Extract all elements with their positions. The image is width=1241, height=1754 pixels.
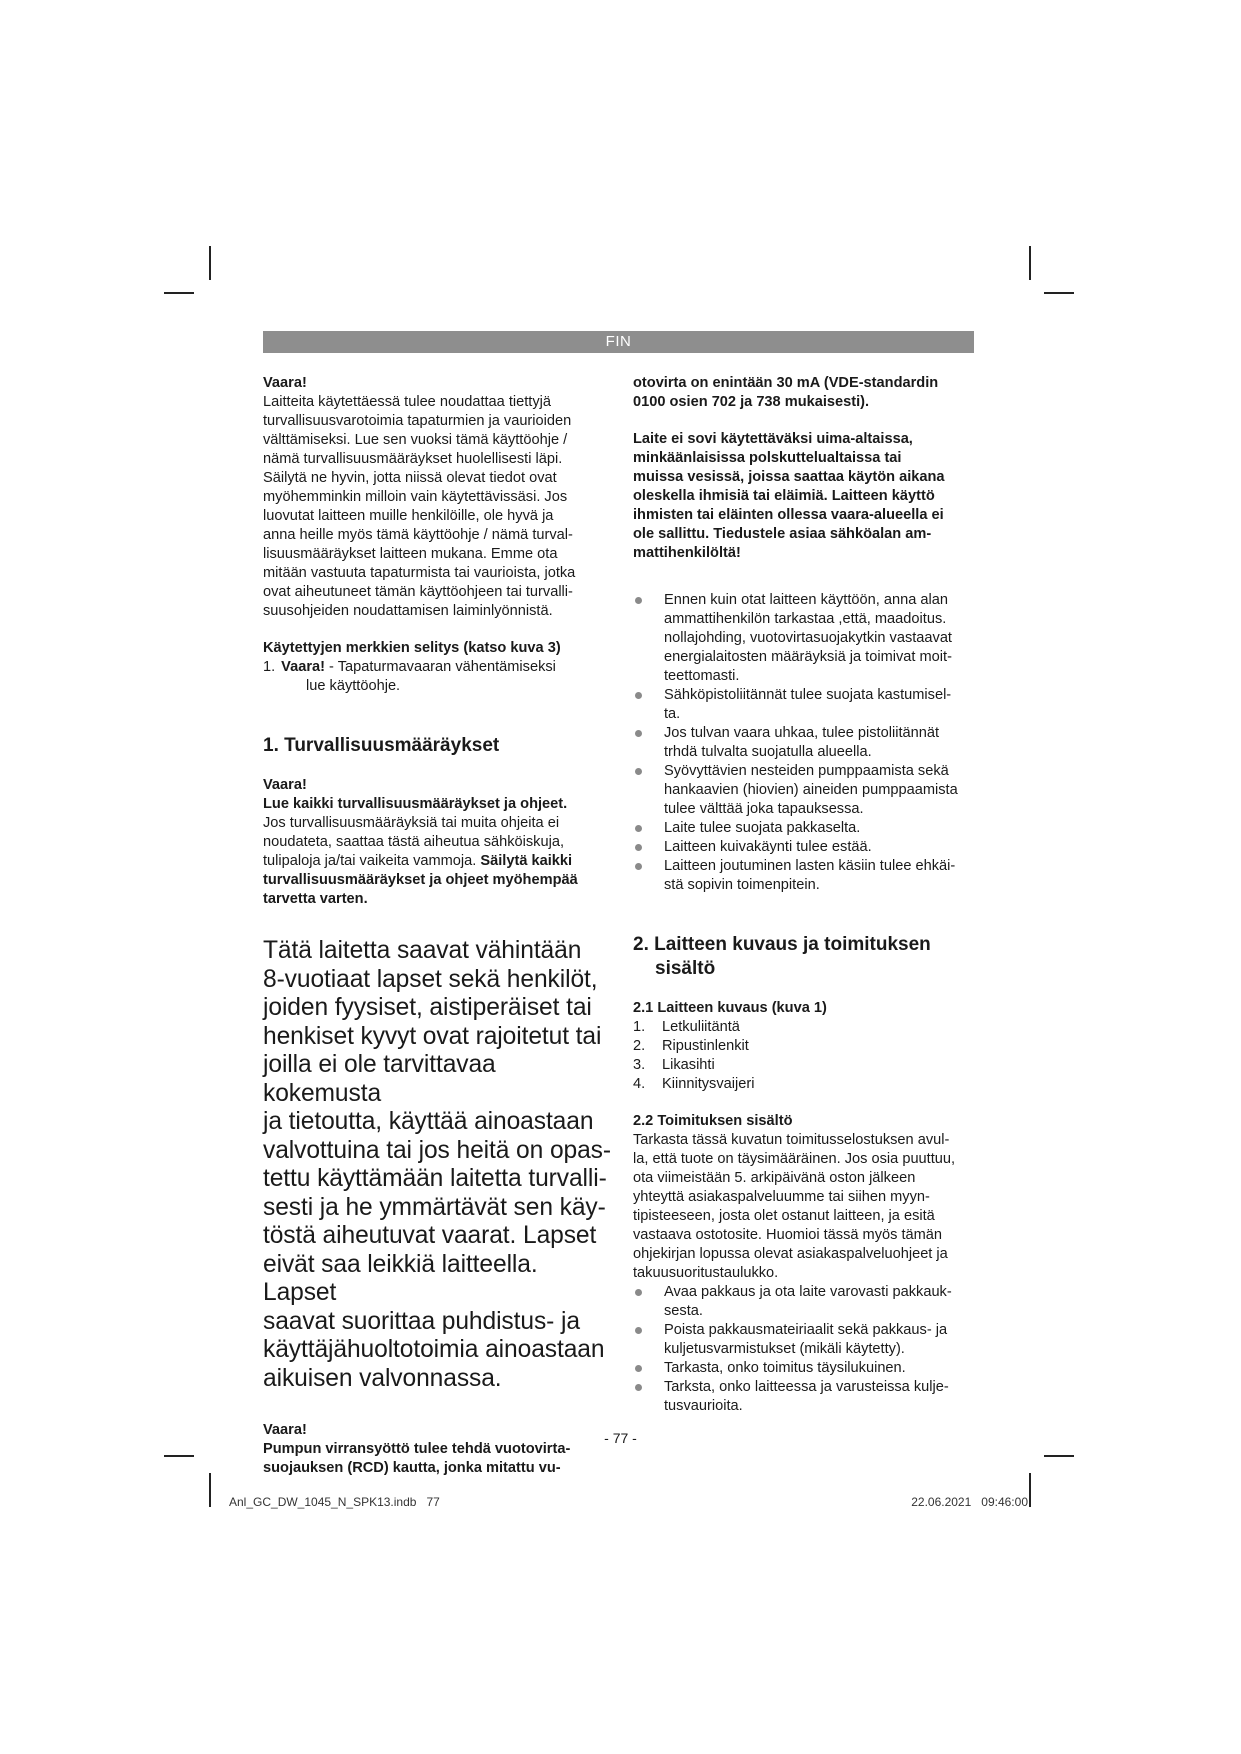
bold-text-line: ihmisten tai eläinten ollessa vaara-alueella ei xyxy=(633,507,944,523)
part-label: Likasihti xyxy=(662,1057,715,1073)
parts-list xyxy=(633,1018,978,1094)
text-line: välttämiseksi. Lue sen vuoksi tämä käyttöohje / xyxy=(263,432,568,448)
text-line: takuusuoritustaulukko. xyxy=(633,1265,779,1281)
safety-bullet-list xyxy=(633,591,978,895)
text-line: nämä turvallisuusmääräykset huolellisesti läpi. xyxy=(263,451,563,467)
notice-line: eivät saa leikkiä laitteella. Lapset xyxy=(263,1250,538,1306)
subsection-title: 2.1 Laitteen kuvaus (kuva 1) xyxy=(633,1000,827,1016)
left-column xyxy=(263,374,613,1478)
warning-mixed-line xyxy=(263,852,613,871)
part-number: 2. xyxy=(633,1038,646,1054)
text-line: Tarkasta tässä kuvatun toimitusselostuksen avul- xyxy=(633,1132,950,1148)
part-number: 4. xyxy=(633,1076,646,1092)
part-number: 3. xyxy=(633,1057,646,1073)
notice-line: ja tietoutta, käyttää ainoastaan xyxy=(263,1108,594,1135)
bullet-text-line: hankaavien (hiovien) aineiden pumppaamista xyxy=(664,782,958,798)
bold-text-line: ole sallittu. Tiedustele asiaa sähköalan am- xyxy=(633,526,932,542)
bold-text-line: tarvetta varten. xyxy=(263,891,368,907)
bullet-icon xyxy=(635,597,642,604)
bullet-text-line: Tarksta, onko laitteessa ja varusteissa kulje- xyxy=(664,1379,949,1395)
crop-mark xyxy=(1044,1455,1074,1457)
bullet-icon xyxy=(635,863,642,870)
bullet-item xyxy=(633,724,978,762)
file-name: Anl_GC_DW_1045_N_SPK13.indb 77 xyxy=(229,1495,440,1509)
bullet-item xyxy=(633,762,978,819)
bold-text-line: Laite ei sovi käytettäväksi uima-altaissa, xyxy=(633,431,913,447)
notice-line: töstä aiheutuvat vaarat. Lapset xyxy=(263,1222,597,1249)
bold-text-line: otovirta on enintään 30 mA (VDE-standardin xyxy=(633,375,939,391)
rcd-continuation xyxy=(633,374,978,412)
notice-line: käyttäjähuoltotoimia ainoastaan xyxy=(263,1336,605,1363)
item-continuation: lue käyttöohje. xyxy=(306,678,401,694)
notice-line: 8-vuotiaat lapset sekä henkilöt, xyxy=(263,965,598,993)
notice-line: joiden fyysiset, aistiperäiset tai xyxy=(263,994,592,1021)
children-notice xyxy=(263,937,613,1393)
text-line: luovutat laitteen muille henkilöille, ole hyvä ja xyxy=(263,508,554,524)
text-line: noudateta, saattaa tästä aiheutua sähköiskuja, xyxy=(263,834,565,850)
bold-text-line: oleskella ihmisiä tai eläimiä. Laitteen käyttö xyxy=(633,488,935,504)
bullet-text-line: kuljetusvarmistukset (mikäli käytetty). xyxy=(664,1341,905,1357)
notice-line: sesti ja he ymmärtävät sen käy- xyxy=(263,1193,606,1221)
text-line: ohjekirjan lopussa olevat asiakaspalveluohjeet ja xyxy=(633,1246,948,1262)
page-number: - 77 - xyxy=(604,1430,637,1446)
part-number: 1. xyxy=(633,1019,646,1035)
language-header: FIN xyxy=(263,331,974,353)
bullet-icon xyxy=(635,825,642,832)
pool-warning xyxy=(633,430,978,563)
subsection-title: 2.2 Toimituksen sisältö xyxy=(633,1113,793,1129)
bullet-item xyxy=(633,591,978,686)
section-title-line: 2. Laitteen kuvaus ja toimituksen xyxy=(633,934,931,955)
bullet-item xyxy=(633,686,978,724)
warning-paragraph xyxy=(263,393,613,621)
part-label: Kiinnitysvaijeri xyxy=(662,1076,755,1092)
print-date: 22.06.2021 09:46:00 xyxy=(911,1495,1028,1509)
warning-title: Vaara! xyxy=(263,777,307,793)
section-title: 1. Turvallisuusmääräykset xyxy=(263,735,500,756)
bullet-text-line: Sähköpistoliitännät tulee suojata kastumisel- xyxy=(664,687,952,703)
bullet-item xyxy=(633,838,978,857)
bold-text-line: minkäänlaisissa polskuttelualtaissa tai xyxy=(633,450,902,466)
right-column xyxy=(633,374,978,1416)
symbols-heading: Käytettyjen merkkien selitys (katso kuva 3) xyxy=(263,640,561,656)
bold-text-line: mattihenkilöltä! xyxy=(633,545,741,561)
warning-title: Vaara! xyxy=(263,1422,307,1438)
bullet-item xyxy=(633,1378,978,1416)
bullet-icon xyxy=(635,1384,642,1391)
bullet-item xyxy=(633,819,978,838)
bullet-icon xyxy=(635,1327,642,1334)
symbols-list-item xyxy=(263,658,613,696)
bullet-icon xyxy=(635,1289,642,1296)
text-line: la, että tuote on täysimääräinen. Jos osia puuttuu, xyxy=(633,1151,956,1167)
bullet-text-line: teettomasti. xyxy=(664,668,740,684)
notice-line: tettu käyttämään laitetta turvalli- xyxy=(263,1165,607,1192)
item-text: - Tapaturmavaaran vähentämiseksi xyxy=(325,659,556,675)
text-line: turvallisuusvarotoimia tapaturmien ja vaurioiden xyxy=(263,413,572,429)
crop-mark xyxy=(164,292,194,294)
bullet-text-line: ammattihenkilön tarkastaa ,että, maadoitus. xyxy=(664,611,947,627)
text-line: ovat aiheutuneet tämän käyttöohjeen tai turvalli- xyxy=(263,584,573,600)
notice-line: henkiset kyvyt ovat rajoitetut tai xyxy=(263,1022,602,1050)
bold-text-line: turvallisuusmääräykset ja ohjeet myöhempää xyxy=(263,872,578,888)
bullet-icon xyxy=(635,1365,642,1372)
bold-text-line: suojauksen (RCD) kautta, jonka mitattu vu- xyxy=(263,1460,561,1476)
crop-mark xyxy=(209,1473,211,1507)
bullet-text-line: Jos tulvan vaara uhkaa, tulee pistoliitännät xyxy=(664,725,940,741)
bullet-item xyxy=(633,1321,978,1359)
notice-line: valvottuina tai jos heitä on opas- xyxy=(263,1136,611,1164)
symbols-list xyxy=(263,658,613,696)
part-item xyxy=(633,1037,978,1056)
bullet-icon xyxy=(635,768,642,775)
bullet-icon xyxy=(635,844,642,851)
text-line: Laitteita käytettäessä tulee noudattaa tiettyjä xyxy=(263,394,552,410)
text-line: ota viimeistään 5. arkipäivänä oston jälkeen xyxy=(633,1170,916,1186)
bullet-text-line: Laite tulee suojata pakkaselta. xyxy=(664,820,861,836)
item-bold: Vaara! xyxy=(281,659,325,675)
warning-bold-line: Lue kaikki turvallisuusmääräykset ja ohjeet. xyxy=(263,796,568,812)
bold-text: Säilytä kaikki xyxy=(480,853,573,869)
bullet-text-line: Laitteen joutuminen lasten käsiin tulee ehkäi- xyxy=(664,858,956,874)
text-line: anna heille myös tämä käyttöohje / nämä turval- xyxy=(263,527,573,543)
bullet-text-line: stä sopivin toimenpitein. xyxy=(664,877,820,893)
bullet-text-line: energialaitosten määräyksiä ja toimivat moit- xyxy=(664,649,952,665)
part-label: Ripustinlenkit xyxy=(662,1038,749,1054)
crop-mark xyxy=(209,246,211,280)
bullet-icon xyxy=(635,730,642,737)
delivery-bullet-list xyxy=(633,1283,978,1416)
delivery-paragraph xyxy=(633,1131,978,1283)
part-label: Letkuliitäntä xyxy=(662,1019,740,1035)
bullet-text-line: Ennen kuin otat laitteen käyttöön, anna alan xyxy=(664,592,948,608)
text-line: Säilytä ne hyvin, jotta niissä olevat tiedot ovat xyxy=(263,470,557,486)
bullet-text-line: trhdä tulvalta suojatulla alueella. xyxy=(664,744,872,760)
bullet-item xyxy=(633,857,978,895)
warning-title: Vaara! xyxy=(263,375,307,391)
plain-text: tulipaloja ja/tai vaikeita vammoja. xyxy=(263,853,481,869)
bold-text-line: muissa vesissä, joissa saattaa käytön aikana xyxy=(633,469,945,485)
item-number: 1. xyxy=(263,659,276,675)
part-item xyxy=(633,1075,978,1094)
warning-bold-paragraph xyxy=(263,871,613,909)
notice-line: saavat suorittaa puhdistus- ja xyxy=(263,1307,580,1335)
text-line: suusohjeiden noudattamisen laiminlyönnistä. xyxy=(263,603,553,619)
warning-paragraph xyxy=(263,814,613,852)
text-line: mitään vastuuta tapaturmista tai vaurioista, jotka xyxy=(263,565,576,581)
part-item xyxy=(633,1018,978,1037)
bullet-text-line: tulee välttää joka tapauksessa. xyxy=(664,801,864,817)
text-line: Jos turvallisuusmääräyksiä tai muita ohjeita ei xyxy=(263,815,560,831)
text-line: tipisteeseen, josta olet ostanut laitteen, ja esitä xyxy=(633,1208,935,1224)
crop-mark xyxy=(164,1455,194,1457)
bold-text-line: Pumpun virransyöttö tulee tehdä vuotovirta- xyxy=(263,1441,571,1457)
bullet-text-line: ta. xyxy=(664,706,681,722)
text-line: yhteyttä asiakaspalveluumme tai siihen myyn- xyxy=(633,1189,930,1205)
crop-mark xyxy=(1044,292,1074,294)
bullet-text-line: Syövyttävien nesteiden pumppaamista sekä xyxy=(664,763,949,779)
section-title xyxy=(633,933,978,981)
bullet-text-line: Tarkasta, onko toimitus täysilukuinen. xyxy=(664,1360,906,1376)
text-line: lisuusmääräykset laitteen mukana. Emme ota xyxy=(263,546,558,562)
bullet-text-line: Laitteen kuivakäynti tulee estää. xyxy=(664,839,872,855)
text-line: myöhemminkin milloin vain käytettävissäsi. Jos xyxy=(263,489,568,505)
bold-text-line: 0100 osien 702 ja 738 mukaisesti). xyxy=(633,394,870,410)
bullet-text-line: sesta. xyxy=(664,1303,703,1319)
bullet-text-line: tusvaurioita. xyxy=(664,1398,743,1414)
part-item xyxy=(633,1056,978,1075)
crop-mark xyxy=(1029,246,1031,280)
notice-line: joilla ei ole tarvittavaa kokemusta xyxy=(263,1051,496,1107)
section-title-line: sisältö xyxy=(655,958,716,979)
text-line: vastaava ostotosite. Huomioi tässä myös tämän xyxy=(633,1227,943,1243)
bullet-text-line: Avaa pakkaus ja ota laite varovasti pakkauk- xyxy=(664,1284,952,1300)
bullet-text-line: nollajohding, vuotovirtasuojakytkin vastaavat xyxy=(664,630,952,646)
bullet-text-line: Poista pakkausmateiriaalit sekä pakkaus- ja xyxy=(664,1322,948,1338)
bullet-icon xyxy=(635,692,642,699)
notice-line: aikuisen valvonnassa. xyxy=(263,1364,502,1392)
crop-mark xyxy=(1029,1473,1031,1507)
bullet-item xyxy=(633,1359,978,1378)
notice-line: Tätä laitetta saavat vähintään xyxy=(263,937,582,964)
bullet-item xyxy=(633,1283,978,1321)
